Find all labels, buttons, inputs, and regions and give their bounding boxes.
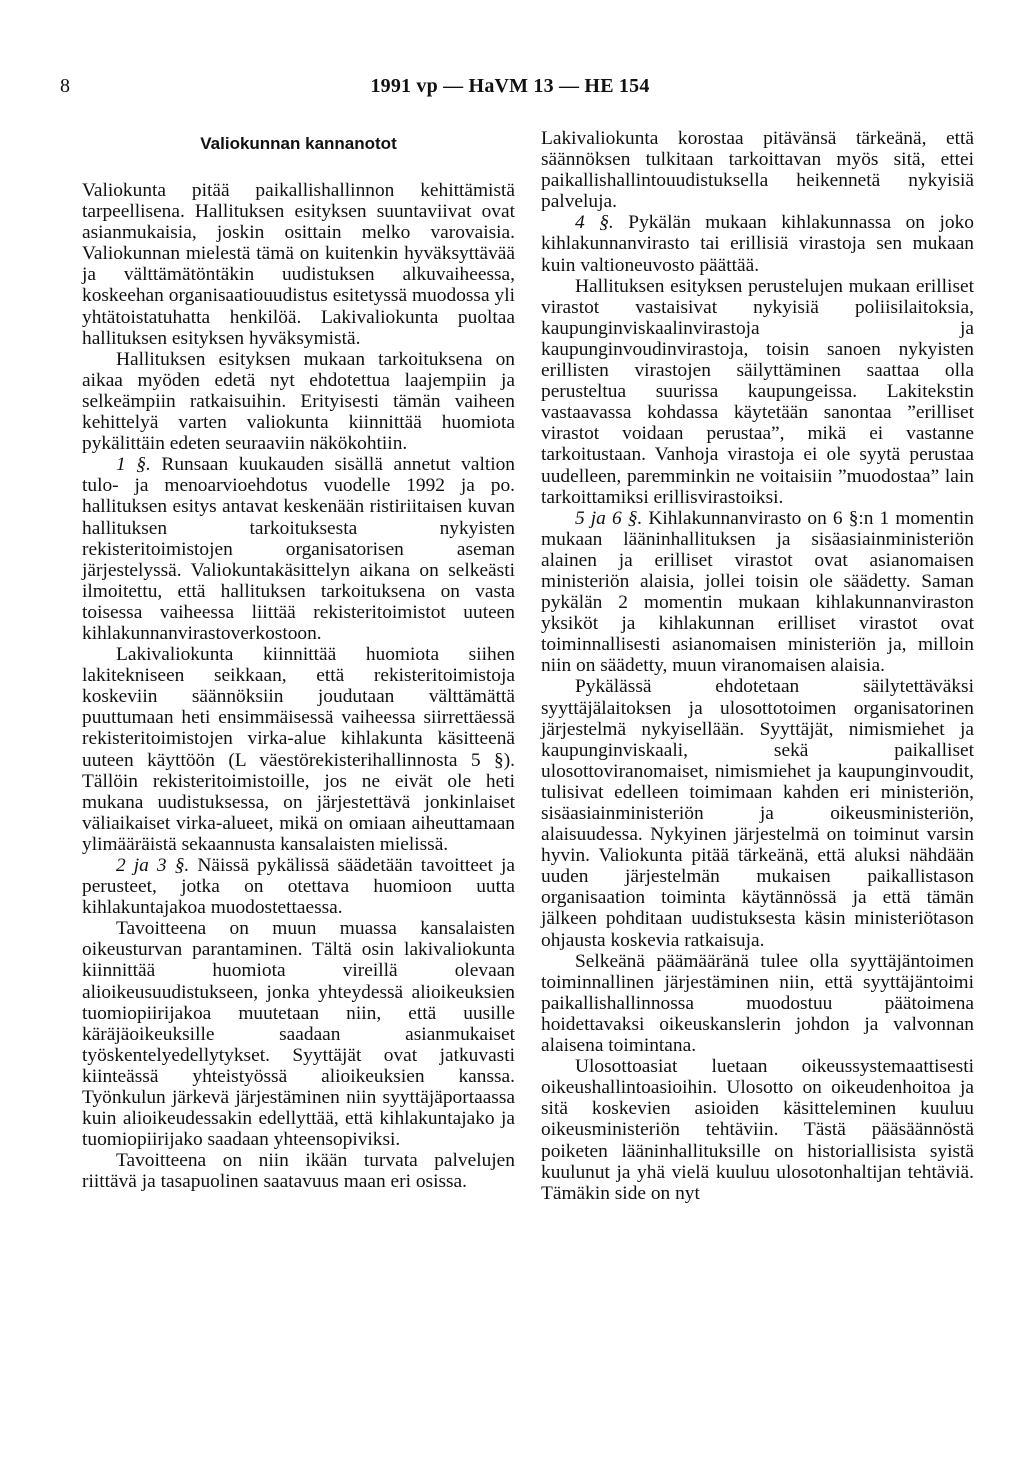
paragraph: Tavoitteena on muun muassa kansalaisten oikeusturvan parantaminen. Tältä osin lakivaliokunta kiinnittää huomiota vireillä olevaan alioikeusuudistukseen, jonka yhteydessä alioikeuksien tuomiopiirijakoa muutetaan niin, että uusille käräjäoikeuksille saadaan asianmukaiset työskentelyedellytykset. Syyttäjät ovat jatkuvasti kiinteässä yhteistyössä alioikeuksien kanssa. Työnkulun järkevä järjestäminen niin syyttäjäportaassa kuin alioikeudessakin edellyttää, että kihlakuntajako ja tuomiopiirijako saadaan yhteensopiviksi. (82, 918, 515, 1151)
paragraph: Tavoitteena on niin ikään turvata palvelujen riittävä ja tasapuolinen saatavuus maan eri osissa. (82, 1150, 515, 1193)
section-reference: 5 ja 6 §. (575, 507, 643, 529)
section-heading: Valiokunnan kannanotot (200, 134, 397, 153)
section-reference: 2 ja 3 §. (116, 855, 190, 876)
paragraph: Selkeänä päämääränä tulee olla syyttäjäntoimen toiminnallinen järjestäminen niin, että syyttäjäntoimi paikallishallinnossa muodostuu päätoimena hoidettavaksi oikeuskanslerin johdon ja valvonnan alaisena toimintana. (541, 950, 974, 1057)
paragraph: 5 ja 6 §. Kihlakunnanvirasto on 6 §:n 1 momentin mukaan lääninhallituksen ja sisäasiainministeriön alainen ja erilliset virastot ovat asianomaisen ministeriön alaisia, jollei toisin ole säädetty. Saman pykälän 2 momentin mukaan kihlakunnanviraston yksiköt ja kihlakunnan erilliset virastot ovat toiminnallisesti asianomaisen ministeriön ja, milloin niin on säädetty, muun viranomaisen alaisia. (541, 507, 974, 677)
section-reference: 1 §. (116, 454, 151, 476)
paragraph: Pykälässä ehdotetaan säilytettäväksi syyttäjälaitoksen ja ulosottotoimen organisatorinen järjestelmä nykyisellään. Syyttäjät, nimismiehet ja kaupunginviskaali, sekä paikalliset ulosottoviranomaiset, nimismiehet ja kaupunginvoudit, tulisivat edelleen toimimaan kahden eri ministeriön, sisäasiainministeriön ja oikeusministeriön, alaisuudessa. Nykyinen järjestelmä on toiminut varsin hyvin. Valiokunta pitää tärkeänä, että aluksi nähdään uuden järjestelmän mukaisen paikallistason organisaation toiminta käytännössä ja että tämän jälkeen pohditaan uudistuksesta käsin ministeriötason ohjausta koskevia ratkaisuja. (541, 676, 974, 951)
paragraph: 4 §. Pykälän mukaan kihlakunnassa on joko kihlakunnanvirasto tai erillisiä virastoja sen mukaan kuin valtioneuvosto päättää. (541, 212, 974, 276)
paragraph: Ulosottoasiat luetaan oikeussystemaattisesti oikeushallintoasioihin. Ulosotto on oikeudenhoitoa ja sitä koskevien asioiden käsitteleminen kuuluu oikeusministeriön tehtäviin. Tästä pääsäännöstä poiketen lääninhallituksille on historiallisista syistä kuulunut ja yhä vielä kuuluu ulosotonhaltijan tehtäviä. Tämäkin side on nyt (541, 1056, 974, 1204)
section-reference: 4 §. (575, 212, 614, 234)
paragraph: Lakivaliokunta kiinnittää huomiota siihen lakitekniseen seikkaan, että rekisteritoimistoja koskeviin säännöksiin joudutaan välttämättä puuttumaan heti ensimmäisessä vaiheessa siirrettäessä rekisteritoimistojen virka-alue kihlakunta käsitteenä uuteen käyttöön (L väestörekisterihallinnosta 5 §). Tällöin rekisteritoimistoille, jos ne eivät ole heti mukana uudistuksessa, on järjestettävä jonkinlaiset väliaikaiset virka-alueet, mikä on omiaan aiheuttamaan ylimääräistä sekaannusta kansalaisten mielissä. (82, 644, 515, 855)
paragraph: Hallituksen esityksen mukaan tarkoituksena on aikaa myöden edetä nyt ehdotettua laajempiin ja selkeämpiin ratkaisuihin. Erityisesti tämän vaiheen kehittelyä varten valiokunta kiinnittää huomiota pykälittäin edeten seuraaviin näkökohtiin. (82, 348, 515, 455)
paragraph: Valiokunta pitää paikallishallinnon kehittämistä tarpeellisena. Hallituksen esityksen suuntaviivat ovat asianmukaisia, joskin osittain melko varovaisia. Valiokunnan mielestä tämä on kuitenkin hyväksyttävää ja välttämätöntäkin uudistuksen alkuvaiheessa, koskeehan organisaatiouudistus esitetyssä muodossa yli yhtätoistatuhatta henkilöä. Lakivaliokunta puoltaa hallituksen esityksen hyväksymistä. (82, 180, 515, 349)
page-number: 8 (60, 75, 70, 97)
right-column (541, 128, 974, 1204)
running-header: 1991 vp — HaVM 13 — HE 154 (370, 75, 650, 97)
left-column (82, 128, 515, 1193)
paragraph: 1 §. Runsaan kuukauden sisällä annetut valtion tulo- ja menoarvioehdotus vuodelle 1992 ja po. hallituksen esitys antavat keskenään ristiriitaisen kuvan hallituksen tarkoituksesta nykyisten rekisteritoimistojen organisatorisen aseman järjestelyssä. Valiokuntakäsittelyn aikana on selkeästi ilmoitettu, että hallituksen tarkoituksena on vasta toisessa vaiheessa liittää rekisteritoimistot uuteen kihlakunnanvirastoverkostoon. (82, 454, 515, 644)
paragraph: Lakivaliokunta korostaa pitävänsä tärkeänä, että säännöksen tulkitaan tarkoittavan myös sitä, ettei paikallishallintouudistuksella heikennetä nykyisiä palveluja. (541, 128, 974, 213)
paragraph: Hallituksen esityksen perustelujen mukaan erilliset virastot vastaisivat nykyisiä poliisilaitoksia, kaupunginviskaalinvirastoja ja kaupunginvoudinvirastoja, toisin sanoen nykyisten erillisten virastojen säilyttäminen saattaa olla perusteltua suurissa kaupungeissa. Lakitekstin vastaavassa kohdassa käytetään sanontaa ”erilliset virastot voidaan perustaa”, mikä ei vastanne tarkoitustaan. Vanhoja virastoja ei ole syytä perustaa uudelleen, paremminkin ne voitaisiin ”muodostaa” lain tarkoittamiksi erillisvirastoiksi. (541, 275, 974, 508)
paragraph: 2 ja 3 §. Näissä pykälissä säädetään tavoitteet ja perusteet, jotka on otettava huomioon uutta kihlakuntajakoa muodostettaessa. (82, 855, 515, 919)
